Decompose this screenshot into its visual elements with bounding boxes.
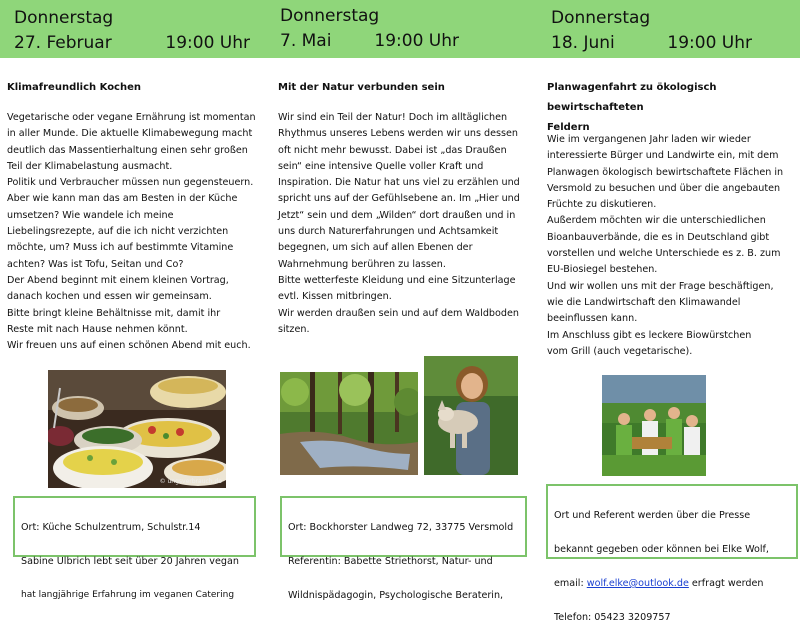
header-date: 27. Februar xyxy=(14,33,112,53)
header-time: 19:00 Uhr xyxy=(165,33,250,53)
info-referent-detail: hat langjährige Erfahrung im veganen Catering xyxy=(21,590,235,600)
header-time: 19:00 Uhr xyxy=(667,33,752,53)
info-box xyxy=(546,484,798,623)
info-email-suffix: erfragt werden xyxy=(688,578,764,589)
info-email-prefix: email: xyxy=(554,578,587,589)
info-phone: Telefon: 05423 3209757 xyxy=(554,612,671,623)
header-day: Donnerstag xyxy=(280,6,380,26)
email-link[interactable]: wolf.elke@outlook.de xyxy=(586,578,689,589)
info-box xyxy=(13,496,256,600)
photo-forest-stream xyxy=(280,372,418,475)
header-day: Donnerstag xyxy=(14,8,114,28)
event-title: Planwagenfahrt zu ökologisch bewirtschafteten Feldern xyxy=(547,82,717,133)
info-email-line xyxy=(554,575,790,592)
column-february xyxy=(0,0,268,600)
photo-group-in-field xyxy=(602,375,706,476)
header-day: Donnerstag xyxy=(551,8,651,28)
column-may xyxy=(268,0,535,601)
info-line: Ort und Referent werden über die Presse xyxy=(554,510,751,521)
info-location: Ort: Bockhorster Landweg 72, 33775 Versmold xyxy=(288,522,514,533)
info-location: Ort: Küche Schulzentrum, Schulstr.14 xyxy=(21,522,201,533)
date-header xyxy=(268,0,535,58)
info-referent: Referentin: Babette Striethorst, Natur- und xyxy=(288,556,493,567)
info-line: bekannt gegeben oder können bei Elke Wolf, xyxy=(554,544,769,555)
event-title: Klimafreundlich Kochen xyxy=(7,82,142,93)
image-watermark: © ungsverbrauch.de xyxy=(159,478,222,485)
event-description: Wie im vergangenen Jahr laden wir wieder interessierte Bürger und Landwirte ein, mit dem Planwagen ökologisch bewirtschaftete Flächen in Versmold zu besuchen und über die angebauten Früchte zu diskutieren. Außerdem möchten wir die unterschiedlichen Bioanbauverbände, die es in Deutschland gibt vorstellen und welche Unterschiede es z. B. zum EU-Biosiegel bestehen. Und wir wollen uns mit der Frage beschäftigen, wie die Landwirtschaft den Klimawandel beeinflussen kann. Im Anschluss gibt es leckere Biowürstchen vom Grill (auch vegetarische). xyxy=(547,134,784,357)
header-date: 7. Mai xyxy=(280,31,332,51)
header-date: 18. Juni xyxy=(551,33,615,53)
header-time: 19:00 Uhr xyxy=(374,31,459,51)
event-title: Mit der Natur verbunden sein xyxy=(278,82,445,93)
photo-woman-with-dog xyxy=(424,356,518,475)
date-header xyxy=(535,0,800,58)
event-description: Wir sind ein Teil der Natur! Doch im alltäglichen Rhythmus unseres Lebens werden wir uns dessen oft nicht mehr bewusst. Dabei ist „das Draußen sein“ eine intensive Quelle voller Kraft und Inspiration. Die Natur hat uns viel zu erzählen und spricht uns auf der Gefühlsebene an. Im „Hier und Jetzt“ sein und dem „Wilden“ dort draußen und in uns durch Naturerfahrungen und Achtsamkeit begegnen, um sich auf allen Ebenen der Wahrnehmung berühren zu lassen. Bitte wetterfeste Kleidung und eine Sitzunterlage evtl. Kissen mitbringen. Wir werden draußen sein und auf dem Waldboden sitzen. xyxy=(278,112,520,335)
column-june xyxy=(535,0,800,623)
info-referent: Sabine Ulbrich lebt seit über 20 Jahren vegan xyxy=(21,556,239,567)
event-description: Vegetarische oder vegane Ernährung ist momentan in aller Munde. Die aktuelle Klimabewegung macht deutlich das Massentierhaltung einen sehr großen Teil der Klimabelastung ausmacht. Politik und Verbraucher müssen nun gegensteuern. Aber wie kann man das am Besten in der Küche umsetzen? Wie wandele ich meine Liebelingsrezepte, auf die ich nicht verzichten möchte, um? Muss ich auf bestimmte Vitamine achten? Was ist Tofu, Seitan und Co? Der Abend beginnt mit einem kleinen Vortrag, danach kochen und essen wir gemeinsam. Bitte bringt kleine Behältnisse mit, damit ihr Reste mit nach Hause nehmen könnt. Wir freuen uns auf einen schönen Abend mit euch. xyxy=(7,112,256,352)
info-box xyxy=(280,496,527,601)
info-referent-detail: Wildnispädagogin, Psychologische Beraterin, xyxy=(288,590,504,601)
photo-vegan-buffet xyxy=(48,370,226,488)
date-header xyxy=(0,0,268,58)
